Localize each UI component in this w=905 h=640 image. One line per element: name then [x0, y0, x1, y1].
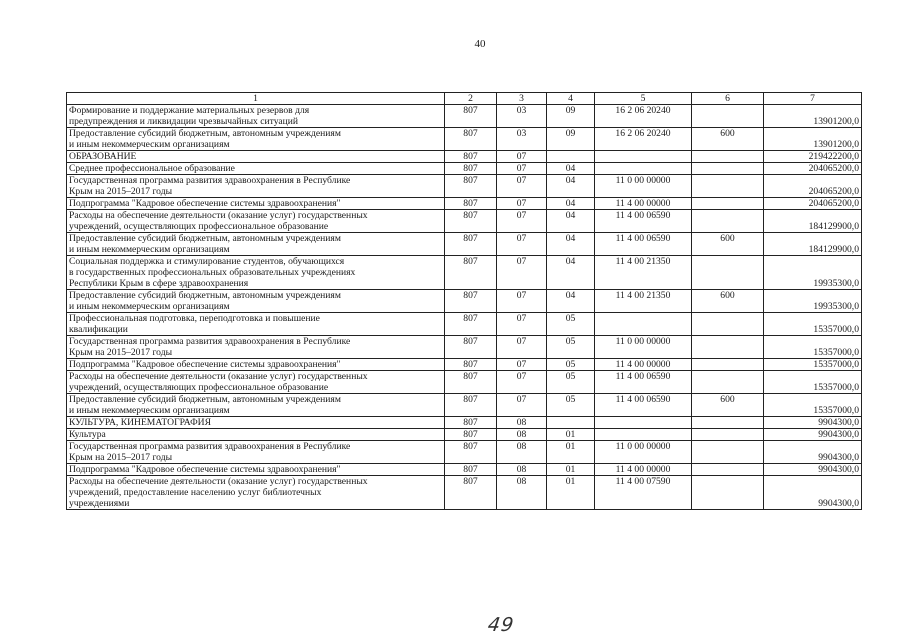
section-code: 03 — [497, 128, 547, 151]
item-name-text: Расходы на обеспечение деятельности (оказание услуг) государственных учреждений, предоставление населению услуг библиотечных учреждениями — [69, 476, 368, 509]
amount: 19935300,0 — [764, 290, 862, 313]
section-code: 03 — [497, 105, 547, 128]
item-name — [67, 336, 445, 359]
item-name — [67, 441, 445, 464]
item-name — [67, 198, 445, 210]
amount: 13901200,0 — [764, 105, 862, 128]
item-name — [67, 256, 445, 290]
expense-type-code: 600 — [692, 233, 764, 256]
subsection-code: 09 — [547, 105, 595, 128]
ministry-code: 807 — [445, 151, 497, 163]
amount: 19935300,0 — [764, 256, 862, 290]
table-row — [67, 151, 862, 163]
subsection-code: 05 — [547, 359, 595, 371]
expense-type-code: 600 — [692, 394, 764, 417]
ministry-code: 807 — [445, 290, 497, 313]
expense-type-code — [692, 151, 764, 163]
amount: 9904300,0 — [764, 441, 862, 464]
ministry-code: 807 — [445, 163, 497, 175]
subsection-code: 04 — [547, 256, 595, 290]
ministry-code: 807 — [445, 175, 497, 198]
table-row — [67, 429, 862, 441]
target-article-code: 11 0 00 00000 — [595, 441, 692, 464]
table-row — [67, 336, 862, 359]
item-name — [67, 417, 445, 429]
header-row — [67, 93, 862, 105]
ministry-code: 807 — [445, 105, 497, 128]
subsection-code — [547, 417, 595, 429]
amount: 15357000,0 — [764, 394, 862, 417]
expense-type-code — [692, 464, 764, 476]
section-code: 07 — [497, 198, 547, 210]
amount: 184129900,0 — [764, 210, 862, 233]
target-article-code: 11 4 00 21350 — [595, 290, 692, 313]
item-name-text: Подпрограмма "Кадровое обеспечение системы здравоохранения" — [69, 359, 341, 370]
amount: 15357000,0 — [764, 359, 862, 371]
subsection-code: 05 — [547, 336, 595, 359]
table-row — [67, 371, 862, 394]
header-col-4: 4 — [547, 93, 595, 105]
item-name-text: Подпрограмма "Кадровое обеспечение системы здравоохранения" — [69, 464, 341, 475]
item-name-text: Социальная поддержка и стимулирование студентов, обучающихся в государственных профессиональных образовательных учреждениях Республики Крым в сфере здравоохранения — [69, 256, 356, 289]
section-code: 07 — [497, 233, 547, 256]
item-name — [67, 210, 445, 233]
table-row — [67, 198, 862, 210]
target-article-code — [595, 163, 692, 175]
subsection-code: 05 — [547, 371, 595, 394]
header-col-7: 7 — [764, 93, 862, 105]
expense-type-code — [692, 256, 764, 290]
item-name-text: Профессиональная подготовка, переподготовка и повышение квалификации — [69, 313, 320, 335]
table-row — [67, 313, 862, 336]
item-name-text: Формирование и поддержание материальных резервов для предупреждения и ликвидации чрезвычайных ситуаций — [69, 105, 310, 127]
target-article-code: 11 4 00 00000 — [595, 464, 692, 476]
amount: 204065200,0 — [764, 163, 862, 175]
ministry-code: 807 — [445, 313, 497, 336]
expense-type-code: 600 — [692, 128, 764, 151]
amount: 9904300,0 — [764, 417, 862, 429]
section-code: 07 — [497, 336, 547, 359]
item-name — [67, 175, 445, 198]
table-row — [67, 476, 862, 510]
section-code: 08 — [497, 417, 547, 429]
table-row — [67, 175, 862, 198]
amount: 9904300,0 — [764, 476, 862, 510]
section-code: 08 — [497, 441, 547, 464]
section-code: 07 — [497, 256, 547, 290]
expense-type-code — [692, 359, 764, 371]
ministry-code: 807 — [445, 210, 497, 233]
table-row — [67, 233, 862, 256]
table-row — [67, 441, 862, 464]
item-name-text: Государственная программа развития здравоохранения в Республике Крым на 2015–2017 годы — [69, 441, 351, 463]
table-row — [67, 464, 862, 476]
subsection-code: 01 — [547, 476, 595, 510]
amount: 184129900,0 — [764, 233, 862, 256]
ministry-code: 807 — [445, 394, 497, 417]
target-article-code: 16 2 06 20240 — [595, 105, 692, 128]
item-name — [67, 105, 445, 128]
item-name — [67, 163, 445, 175]
amount: 204065200,0 — [764, 175, 862, 198]
amount: 15357000,0 — [764, 313, 862, 336]
expense-type-code — [692, 336, 764, 359]
item-name-text: Подпрограмма "Кадровое обеспечение системы здравоохранения" — [69, 198, 341, 209]
ministry-code: 807 — [445, 441, 497, 464]
section-code: 07 — [497, 359, 547, 371]
section-code: 08 — [497, 476, 547, 510]
item-name-text: Предоставление субсидий бюджетным, автономным учреждениям и иным некоммерческим организациям — [69, 394, 341, 416]
table-row — [67, 210, 862, 233]
item-name — [67, 128, 445, 151]
subsection-code: 05 — [547, 394, 595, 417]
target-article-code: 11 4 00 06590 — [595, 371, 692, 394]
subsection-code: 04 — [547, 233, 595, 256]
item-name-text: Среднее профессиональное образование — [69, 163, 235, 174]
ministry-code: 807 — [445, 476, 497, 510]
ministry-code: 807 — [445, 417, 497, 429]
subsection-code: 05 — [547, 313, 595, 336]
page-number: 40 — [474, 38, 486, 50]
item-name — [67, 290, 445, 313]
item-name — [67, 233, 445, 256]
expense-type-code — [692, 105, 764, 128]
item-name — [67, 313, 445, 336]
ministry-code: 807 — [445, 128, 497, 151]
table-row — [67, 359, 862, 371]
section-code: 07 — [497, 313, 547, 336]
target-article-code: 11 4 00 07590 — [595, 476, 692, 510]
amount: 9904300,0 — [764, 429, 862, 441]
expense-type-code — [692, 198, 764, 210]
subsection-code: 01 — [547, 464, 595, 476]
item-name-text: Государственная программа развития здравоохранения в Республике Крым на 2015–2017 годы — [69, 175, 351, 197]
ministry-code: 807 — [445, 336, 497, 359]
item-name-text: Расходы на обеспечение деятельности (оказание услуг) государственных учреждений, осуществляющих профессиональное образование — [69, 210, 368, 232]
item-name — [67, 429, 445, 441]
table-row — [67, 128, 862, 151]
expense-type-code: 600 — [692, 290, 764, 313]
section-code: 07 — [497, 151, 547, 163]
table-row — [67, 163, 862, 175]
table-row — [67, 105, 862, 128]
target-article-code: 11 4 00 00000 — [595, 198, 692, 210]
expense-type-code — [692, 429, 764, 441]
expense-type-code — [692, 175, 764, 198]
item-name — [67, 371, 445, 394]
ministry-code: 807 — [445, 359, 497, 371]
target-article-code — [595, 429, 692, 441]
item-name-text: Предоставление субсидий бюджетным, автономным учреждениям и иным некоммерческим организациям — [69, 233, 341, 255]
target-article-code — [595, 313, 692, 336]
target-article-code: 11 4 00 06590 — [595, 394, 692, 417]
subsection-code: 04 — [547, 198, 595, 210]
expense-type-code — [692, 313, 764, 336]
item-name-text: Расходы на обеспечение деятельности (оказание услуг) государственных учреждений, осуществляющих профессиональное образование — [69, 371, 368, 393]
ministry-code: 807 — [445, 464, 497, 476]
item-name-text: Предоставление субсидий бюджетным, автономным учреждениям и иным некоммерческим организациям — [69, 290, 341, 312]
table-row — [67, 256, 862, 290]
section-code: 07 — [497, 371, 547, 394]
item-name — [67, 359, 445, 371]
item-name-text: КУЛЬТУРА, КИНЕМАТОГРАФИЯ — [69, 417, 211, 428]
subsection-code — [547, 151, 595, 163]
subsection-code: 04 — [547, 163, 595, 175]
ministry-code: 807 — [445, 371, 497, 394]
header-col-5: 5 — [595, 93, 692, 105]
ministry-code: 807 — [445, 233, 497, 256]
item-name — [67, 464, 445, 476]
header-col-1: 1 — [67, 93, 445, 105]
target-article-code: 11 4 00 00000 — [595, 359, 692, 371]
item-name-text: Культура — [69, 429, 106, 440]
ministry-code: 807 — [445, 256, 497, 290]
header-col-6: 6 — [692, 93, 764, 105]
section-code: 08 — [497, 429, 547, 441]
table-row — [67, 394, 862, 417]
section-code: 07 — [497, 290, 547, 313]
table-row — [67, 290, 862, 313]
target-article-code: 11 4 00 21350 — [595, 256, 692, 290]
subsection-code: 04 — [547, 290, 595, 313]
target-article-code — [595, 417, 692, 429]
table-row — [67, 417, 862, 429]
amount: 9904300,0 — [764, 464, 862, 476]
ministry-code: 807 — [445, 198, 497, 210]
amount: 219422200,0 — [764, 151, 862, 163]
target-article-code: 11 4 00 06590 — [595, 210, 692, 233]
item-name-text: ОБРАЗОВАНИЕ — [69, 151, 137, 162]
expense-type-code — [692, 417, 764, 429]
amount: 204065200,0 — [764, 198, 862, 210]
ministry-code: 807 — [445, 429, 497, 441]
amount: 13901200,0 — [764, 128, 862, 151]
expense-type-code — [692, 163, 764, 175]
amount: 15357000,0 — [764, 336, 862, 359]
expense-type-code — [692, 476, 764, 510]
item-name-text: Предоставление субсидий бюджетным, автономным учреждениям и иным некоммерческим организациям — [69, 128, 341, 150]
item-name — [67, 394, 445, 417]
target-article-code: 16 2 06 20240 — [595, 128, 692, 151]
target-article-code: 11 0 00 00000 — [595, 175, 692, 198]
subsection-code: 01 — [547, 441, 595, 464]
section-code: 07 — [497, 175, 547, 198]
expense-type-code — [692, 371, 764, 394]
item-name — [67, 151, 445, 163]
subsection-code: 04 — [547, 210, 595, 233]
target-article-code: 11 4 00 06590 — [595, 233, 692, 256]
subsection-code: 01 — [547, 429, 595, 441]
item-name — [67, 476, 445, 510]
item-name-text: Государственная программа развития здравоохранения в Республике Крым на 2015–2017 годы — [69, 336, 351, 358]
handwritten-page-number: 49 — [486, 614, 516, 636]
header-col-3: 3 — [497, 93, 547, 105]
section-code: 08 — [497, 464, 547, 476]
subsection-code: 04 — [547, 175, 595, 198]
subsection-code: 09 — [547, 128, 595, 151]
amount: 15357000,0 — [764, 371, 862, 394]
budget-table — [66, 92, 862, 510]
section-code: 07 — [497, 394, 547, 417]
target-article-code — [595, 151, 692, 163]
section-code: 07 — [497, 210, 547, 233]
expense-type-code — [692, 210, 764, 233]
target-article-code: 11 0 00 00000 — [595, 336, 692, 359]
section-code: 07 — [497, 163, 547, 175]
expense-type-code — [692, 441, 764, 464]
header-col-2: 2 — [445, 93, 497, 105]
